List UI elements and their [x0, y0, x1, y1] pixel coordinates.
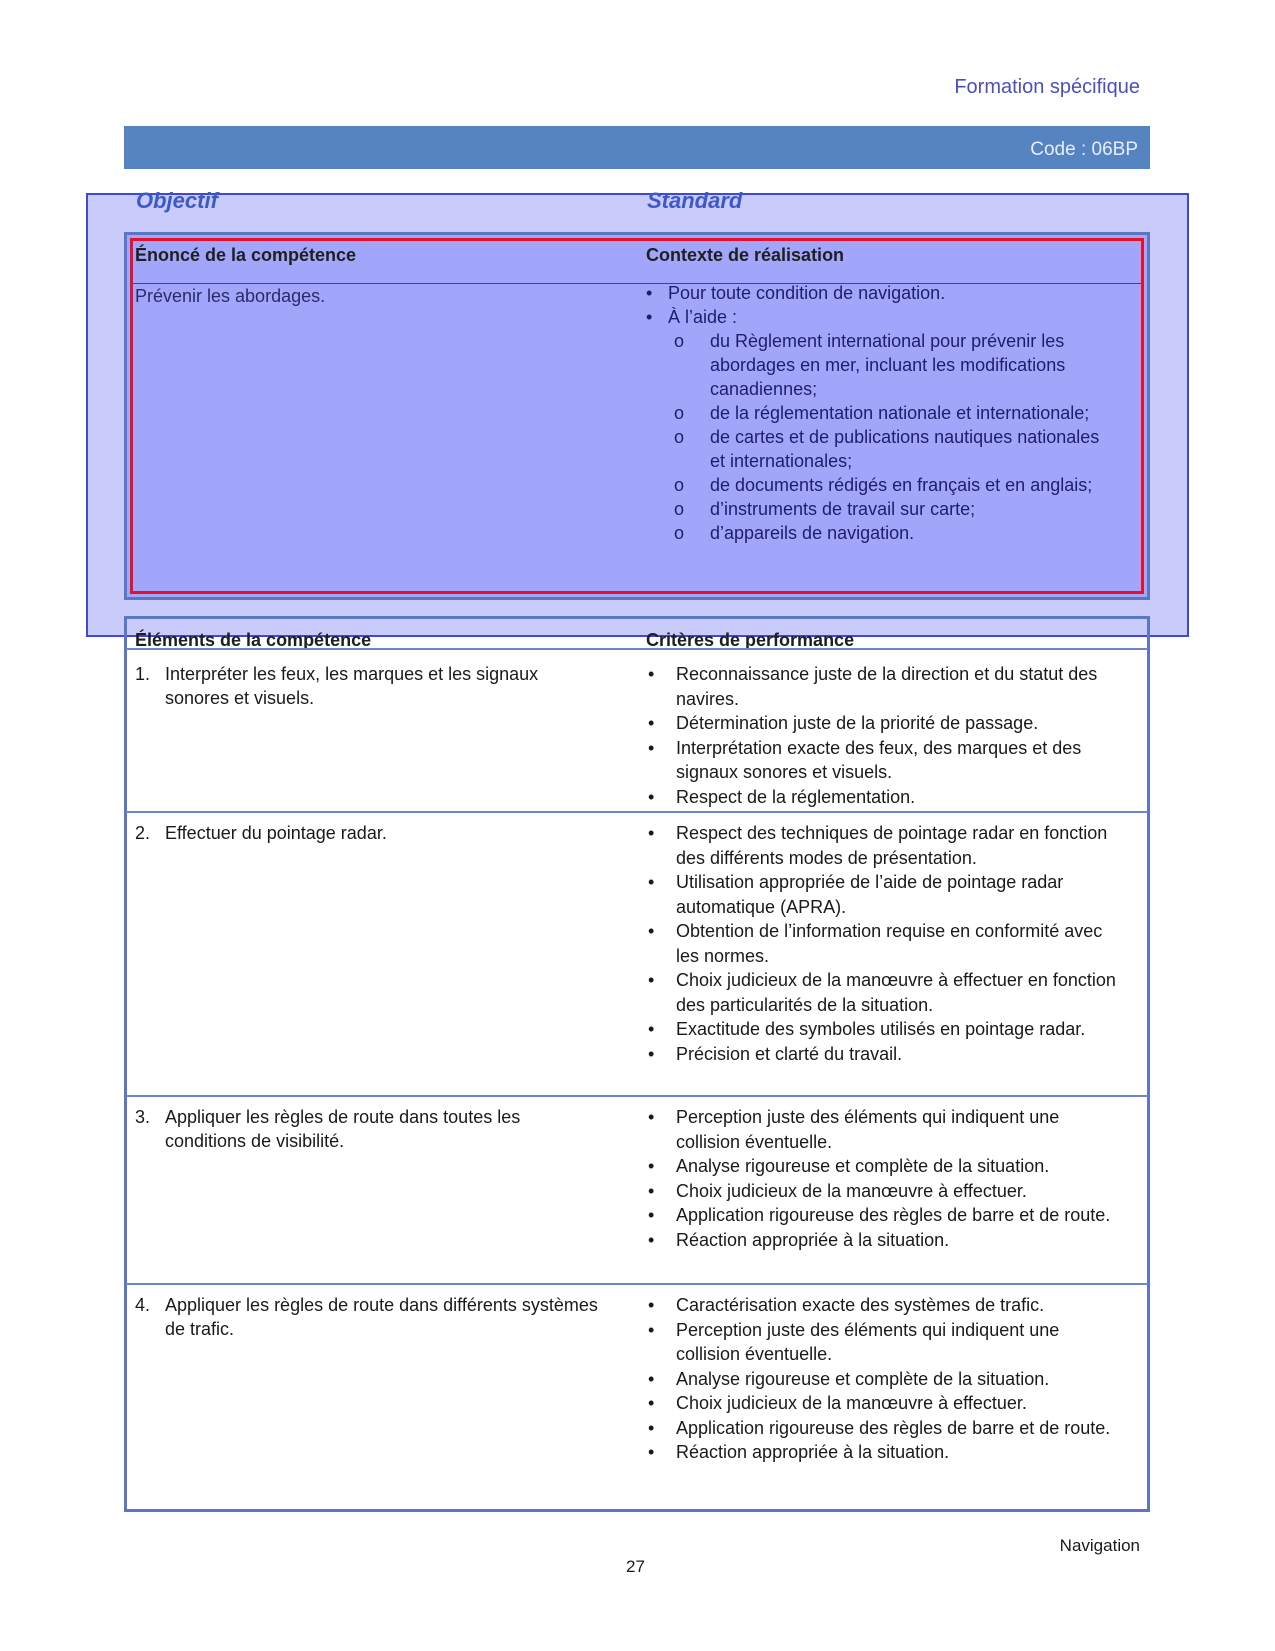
criterion-item: [646, 1391, 1116, 1416]
page-number: 27: [626, 1557, 645, 1576]
bullet-icon: •: [648, 1180, 655, 1201]
bullet-icon: •: [648, 1442, 655, 1462]
context-item-text: de cartes et de publications nautiques nationales et internationales;: [710, 427, 1100, 471]
competency-element: [135, 1105, 605, 1153]
bullet-icon: •: [648, 1019, 655, 1039]
sub-bullet-icon: o: [674, 427, 685, 447]
criteria-list: [646, 821, 1116, 1066]
criterion-item: [646, 1367, 1116, 1392]
element-text: Appliquer les règles de route dans toutes les conditions de visibilité.: [165, 1107, 521, 1151]
criterion-text: Choix judicieux de la manœuvre à effectuer.: [676, 1393, 1027, 1413]
context-item-text: Pour toute condition de navigation.: [668, 283, 946, 303]
context-item: [646, 521, 1116, 545]
bullet-icon: •: [648, 1229, 655, 1250]
row-divider: [126, 811, 1148, 813]
standard-heading: Standard: [647, 188, 743, 213]
criterion-text: Réaction appropriée à la situation.: [676, 1442, 950, 1462]
criterion-text: Application rigoureuse des règles de barre et de route.: [676, 1205, 1111, 1225]
footer-section: Navigation: [1059, 1536, 1140, 1555]
context-header: Contexte de réalisation: [646, 245, 845, 265]
context-item-text: du Règlement international pour prévenir les abordages en mer, incluant les modifications canadiennes;: [710, 331, 1066, 399]
element-number: 1.: [135, 664, 151, 684]
row-divider: [126, 1283, 1148, 1285]
criterion-text: Réaction appropriée à la situation.: [676, 1229, 950, 1250]
context-item: [646, 473, 1116, 497]
criterion-item: [646, 736, 1116, 785]
criterion-item: [646, 1179, 1116, 1204]
criterion-text: Choix judicieux de la manœuvre à effectuer en fonction des particularités de la situation.: [676, 970, 1116, 1015]
bullet-icon: •: [646, 307, 653, 327]
context-item-text: de documents rédigés en français et en anglais;: [710, 475, 1093, 495]
course-code: Code : 06BP: [1030, 139, 1138, 160]
bullet-icon: •: [648, 872, 655, 892]
bullet-icon: •: [648, 1205, 655, 1225]
criteria-list: [646, 1293, 1116, 1465]
competency-element: [135, 821, 605, 845]
bullet-icon: •: [648, 823, 655, 843]
criterion-text: Interprétation exacte des feux, des marques et des signaux sonores et visuels.: [676, 737, 1082, 782]
criterion-item: [646, 1228, 1116, 1253]
criterion-item: [646, 1318, 1116, 1367]
code-band: [124, 126, 1150, 169]
bullet-icon: •: [648, 1107, 655, 1127]
bullet-icon: •: [648, 1393, 655, 1413]
bullet-icon: •: [648, 1295, 655, 1315]
criterion-item: [646, 1017, 1116, 1042]
context-item-text: d’appareils de navigation.: [710, 523, 915, 543]
bullet-icon: •: [648, 737, 655, 758]
element-text: Interpréter les feux, les marques et les signaux sonores et visuels.: [165, 664, 539, 708]
bullet-icon: •: [648, 1319, 655, 1340]
criteria-list: [646, 1105, 1116, 1252]
competency-element: [135, 662, 605, 710]
bullet-icon: •: [648, 786, 655, 807]
criterion-text: Respect de la réglementation.: [676, 786, 916, 807]
bullet-icon: •: [648, 664, 655, 684]
criterion-text: Perception juste des éléments qui indiquent une collision éventuelle.: [676, 1107, 1060, 1152]
document-section-title: Formation spécifique: [954, 76, 1140, 98]
criterion-text: Caractérisation exacte des systèmes de trafic.: [676, 1295, 1045, 1315]
context-list: [646, 281, 1116, 545]
context-item: [646, 329, 1116, 401]
criterion-item: [646, 919, 1116, 968]
sub-bullet-icon: o: [674, 523, 685, 543]
bullet-icon: •: [648, 970, 655, 990]
context-item-text: À l’aide :: [668, 307, 738, 327]
criterion-item: [646, 821, 1116, 870]
criterion-item: [646, 1293, 1116, 1318]
competency-element: [135, 1293, 605, 1341]
element-number: 4.: [135, 1295, 151, 1315]
criterion-item: [646, 785, 1116, 810]
context-item-text: de la réglementation nationale et internationale;: [710, 403, 1090, 423]
sub-bullet-icon: o: [674, 499, 685, 519]
element-number: 3.: [135, 1107, 151, 1127]
criterion-text: Précision et clarté du travail.: [676, 1043, 903, 1064]
criterion-text: Détermination juste de la priorité de passage.: [676, 713, 1039, 733]
objective-heading: Objectif: [136, 188, 218, 213]
context-item: [646, 281, 1116, 305]
element-text: Effectuer du pointage radar.: [165, 823, 387, 843]
element-number: 2.: [135, 823, 151, 843]
sub-bullet-icon: o: [674, 475, 685, 495]
criterion-text: Choix judicieux de la manœuvre à effectuer.: [676, 1180, 1027, 1201]
sub-bullet-icon: o: [674, 403, 685, 423]
criterion-item: [646, 662, 1116, 711]
bullet-icon: •: [646, 283, 653, 303]
bullet-icon: •: [648, 1043, 655, 1064]
criterion-item: [646, 1042, 1116, 1067]
context-item: [646, 425, 1116, 473]
performance-criteria-header: Critères de performance: [646, 630, 855, 650]
context-item: [646, 305, 1116, 329]
context-item: [646, 401, 1116, 425]
competency-statement: Prévenir les abordages.: [135, 286, 326, 306]
criterion-item: [646, 711, 1116, 736]
criterion-item: [646, 1440, 1116, 1465]
criterion-text: Respect des techniques de pointage radar en fonction des différents modes de présentation.: [676, 823, 1108, 868]
competency-elements-header: Éléments de la compétence: [135, 630, 372, 650]
row-divider: [126, 1095, 1148, 1097]
criterion-text: Obtention de l’information requise en conformité avec les normes.: [676, 921, 1103, 966]
bullet-icon: •: [648, 921, 655, 941]
criterion-text: Utilisation appropriée de l’aide de pointage radar automatique (APRA).: [676, 872, 1064, 917]
competency-statement-header: Énoncé de la compétence: [135, 245, 357, 265]
criterion-text: Analyse rigoureuse et complète de la situation.: [676, 1156, 1050, 1176]
criterion-text: Analyse rigoureuse et complète de la situation.: [676, 1368, 1050, 1389]
criteria-list: [646, 662, 1116, 809]
sub-bullet-icon: o: [674, 331, 685, 351]
criterion-text: Exactitude des symboles utilisés en pointage radar.: [676, 1019, 1086, 1039]
criterion-item: [646, 968, 1116, 1017]
criterion-item: [646, 1105, 1116, 1154]
criterion-item: [646, 1203, 1116, 1228]
criterion-text: Application rigoureuse des règles de barre et de route.: [676, 1417, 1111, 1438]
element-text: Appliquer les règles de route dans différents systèmes de trafic.: [165, 1295, 598, 1339]
criterion-item: [646, 1416, 1116, 1441]
criterion-item: [646, 1154, 1116, 1179]
criterion-item: [646, 870, 1116, 919]
bullet-icon: •: [648, 713, 655, 733]
bullet-icon: •: [648, 1417, 655, 1438]
context-item-text: d’instruments de travail sur carte;: [710, 499, 976, 519]
context-item: [646, 497, 1116, 521]
bullet-icon: •: [648, 1368, 655, 1389]
criterion-text: Perception juste des éléments qui indiquent une collision éventuelle.: [676, 1319, 1060, 1364]
bullet-icon: •: [648, 1156, 655, 1176]
criterion-text: Reconnaissance juste de la direction et du statut des navires.: [676, 664, 1098, 709]
performance-header-divider: [126, 648, 1148, 650]
